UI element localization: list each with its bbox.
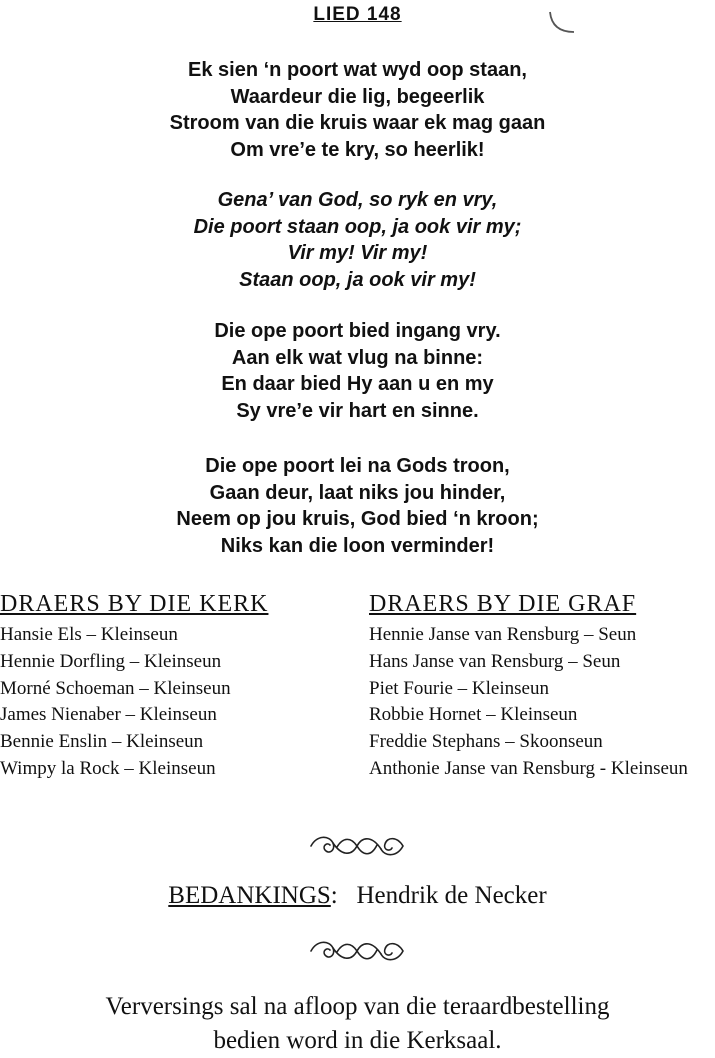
stanza-line: Waardeur die lig, begeerlik <box>230 85 485 108</box>
stanza-verse-1 <box>0 57 715 163</box>
stanza-line: Aan elk wat vlug na binne: <box>231 346 484 369</box>
refreshments-line: Verversings sal na afloop van die teraardbestelling <box>105 993 610 1020</box>
stanza-line: Staan oop, ja ook vir my! <box>239 268 476 291</box>
stanza-line: Stroom van die kruis waar ek mag gaan <box>169 112 546 134</box>
bearer-entry: Piet Fourie – Kleinseun <box>369 677 549 699</box>
stanza-line: Die ope poort lei na Gods troon, <box>205 455 510 477</box>
stanza-line: Gena’ van God, so ryk en vry, <box>217 189 498 211</box>
ornament-flourish-icon <box>307 934 407 968</box>
thanks-label: BEDANKINGS <box>168 882 331 909</box>
church-bearers-heading: DRAERS BY DIE KERK <box>0 591 269 617</box>
stanza-line: En daar bied Hy aan u en my <box>221 373 494 395</box>
refreshments-notice <box>0 990 715 1058</box>
stanza-line: Ek sien ‘n poort wat wyd oop staan, <box>188 59 527 81</box>
stanza-line: Niks kan die loon verminder! <box>220 534 495 557</box>
ornament-flourish-icon <box>307 829 407 863</box>
bearer-entry: Freddie Stephans – Skoonseun <box>369 731 603 753</box>
bearer-entry: Hans Janse van Rensburg – Seun <box>369 650 621 672</box>
stanza-line: Gaan deur, laat niks jou hinder, <box>209 481 506 504</box>
bearer-entry: Hansie Els – Kleinseun <box>0 624 178 645</box>
refreshments-line: bedien word in die Kerksaal. <box>213 1027 502 1054</box>
stanza-line: Sy vre’e vir hart en sinne. <box>236 399 479 422</box>
bearer-entry: Hennie Dorfling – Kleinseun <box>0 650 222 672</box>
stanza-line: Vir my! Vir my! <box>287 242 428 264</box>
bearer-entry: Anthonie Janse van Rensburg - Kleinseun <box>369 757 688 779</box>
song-title: LIED 148 <box>313 4 402 25</box>
bearer-entry: Wimpy la Rock – Kleinseun <box>0 757 216 779</box>
stanza-line: Die poort staan oop, ja ook vir my; <box>193 215 522 238</box>
bearer-entry: Robbie Hornet – Kleinseun <box>369 704 578 726</box>
bearer-entry: Bennie Enslin – Kleinseun <box>0 731 204 753</box>
stanza-line: Neem op jou kruis, God bied ‘n kroon; <box>176 508 539 530</box>
stanza-line: Die ope poort bied ingang vry. <box>214 320 501 342</box>
thanks-name: Hendrik de Necker <box>356 882 547 909</box>
thanks-separator: : <box>330 882 338 909</box>
stanza-verse-3 <box>0 453 715 559</box>
grave-bearers-heading: DRAERS BY DIE GRAF <box>369 591 637 617</box>
bearer-entry: James Nienaber – Kleinseun <box>0 704 217 726</box>
bearer-entry: Hennie Janse van Rensburg – Seun <box>369 624 637 645</box>
church-bearers-list <box>0 622 231 783</box>
grave-bearers-list <box>369 622 715 783</box>
thanks-line <box>0 882 715 910</box>
bearer-entry: Morné Schoeman – Kleinseun <box>0 677 231 699</box>
stanza-verse-2 <box>0 318 715 424</box>
stanza-line: Om vre’e te kry, so heerlik! <box>230 138 485 161</box>
stanza-chorus <box>0 187 715 293</box>
